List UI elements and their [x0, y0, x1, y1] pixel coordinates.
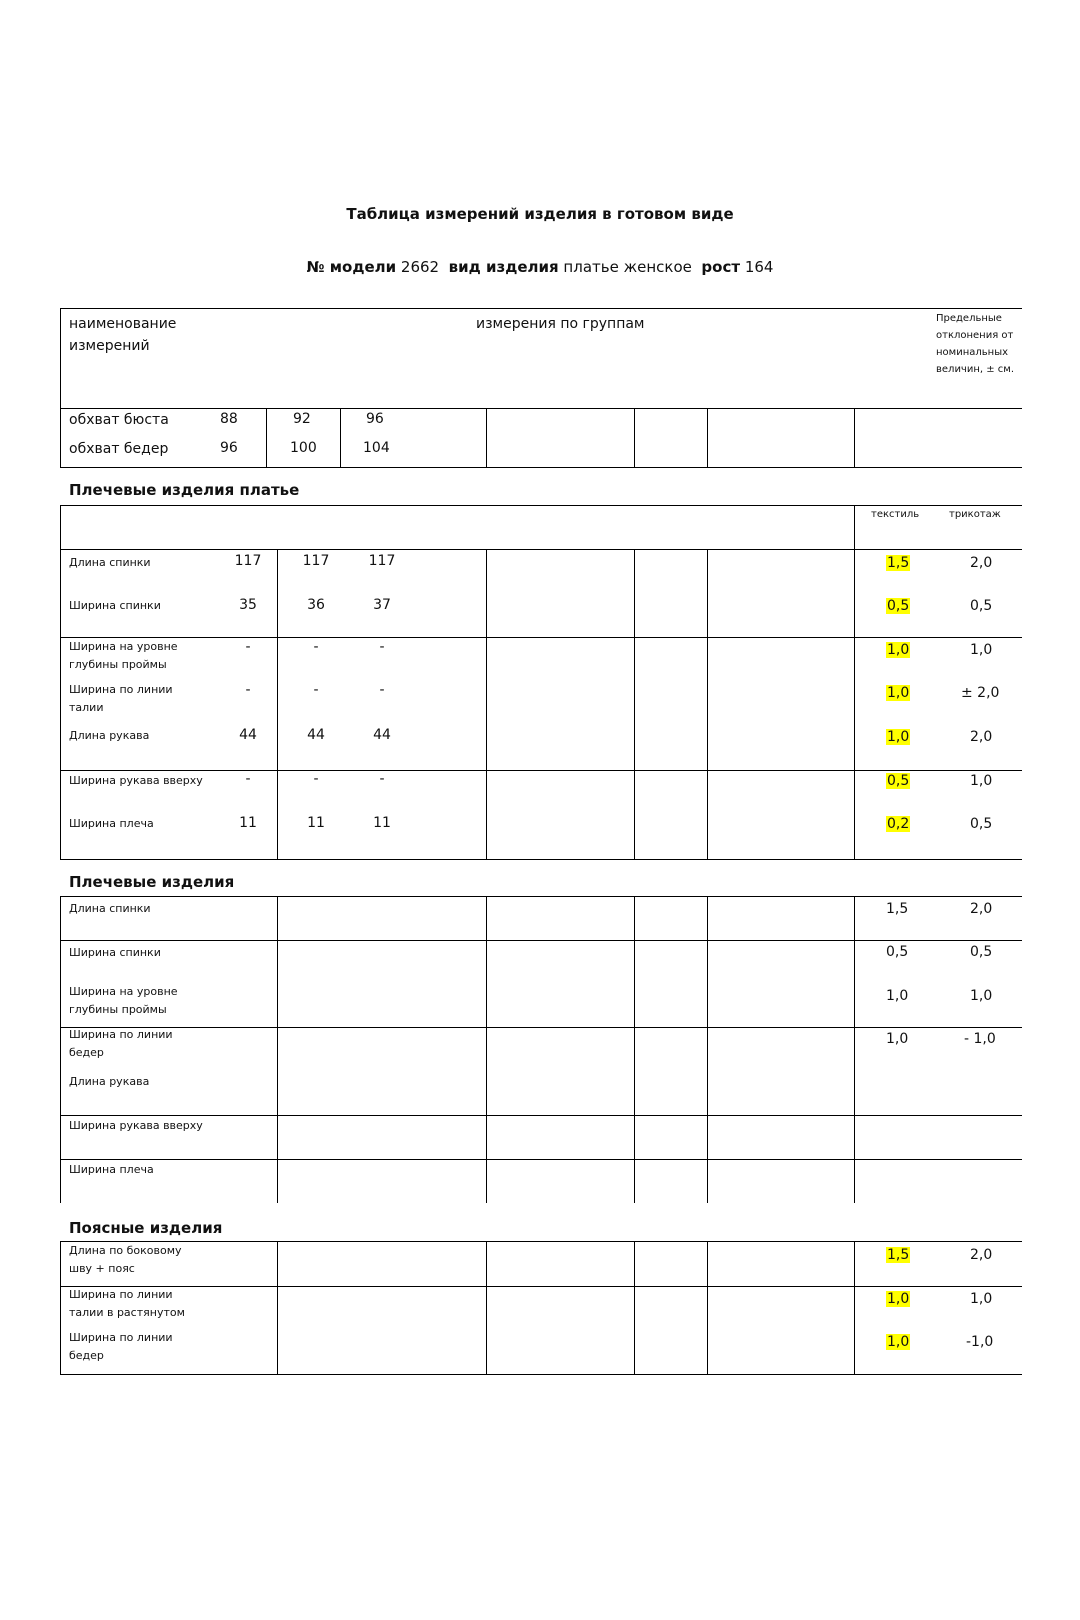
knit-value: 2,0 [970, 729, 993, 745]
size-divider-1 [266, 408, 267, 467]
row-value: 11 [307, 815, 325, 831]
row-label: Ширина по линии бедер [69, 1028, 173, 1059]
size-row-label: обхват бедер [69, 441, 169, 457]
dev-line2: отклонения от [936, 330, 1014, 341]
textile-value: 0,5 [887, 773, 910, 789]
knit-value: 0,5 [970, 598, 993, 614]
col-textile-header: текстиль [871, 509, 920, 520]
dress-col-divider-2 [486, 549, 487, 859]
shoulder-col-divider-5 [854, 896, 855, 1203]
height-value: 164 [744, 258, 774, 276]
row-value: 44 [307, 727, 325, 743]
textile-value: 1,0 [887, 642, 910, 658]
dev-line4: величин, ± см. [936, 364, 1015, 375]
row-value: 117 [234, 553, 262, 569]
row-label: Ширина плеча [69, 1163, 154, 1176]
row-value: - [313, 639, 319, 655]
dress-bottom-line [60, 859, 1022, 860]
size-row-value: 88 [220, 411, 238, 427]
size-divider-6 [854, 408, 855, 467]
knit-value: 1,0 [970, 1291, 993, 1307]
section-title-waist: Поясные изделия [69, 1219, 223, 1237]
row-value: - [245, 682, 251, 698]
dress-col-divider-5 [854, 549, 855, 859]
table-left-border [60, 308, 61, 468]
row-label: Ширина на уровне глубины проймы [69, 985, 178, 1016]
shoulder-top-line [60, 896, 1022, 897]
height-label: рост [701, 258, 741, 276]
row-value: - [379, 639, 385, 655]
type-label: вид изделия [448, 258, 559, 276]
shoulder-left-border [60, 896, 61, 1203]
shoulder-col-divider-2 [486, 896, 487, 1203]
shoulder-line-4 [60, 1159, 1022, 1160]
row-value: - [313, 771, 319, 787]
row-value: - [313, 682, 319, 698]
knit-value: ± 2,0 [961, 685, 1000, 701]
knit-value: 1,0 [970, 773, 993, 789]
row-value: 11 [373, 815, 391, 831]
knit-value: 2,0 [970, 555, 993, 571]
size-divider-3 [486, 408, 487, 467]
row-label: Ширина по линии талии в растянутом [69, 1288, 185, 1319]
size-row-label: обхват бюста [69, 412, 169, 428]
row-value: 35 [239, 597, 257, 613]
row-value: 44 [373, 727, 391, 743]
section-title-shoulder: Плечевые изделия [69, 873, 235, 891]
knit-value: 2,0 [970, 1247, 993, 1263]
row-label: Длина рукава [69, 729, 150, 742]
textile-value: 1,0 [887, 1291, 910, 1307]
textile-value: 1,0 [886, 1031, 909, 1047]
dress-col-divider-4 [707, 549, 708, 859]
row-value: 11 [239, 815, 257, 831]
dress-group-line-2 [60, 770, 1022, 771]
col-knit-header: трикотаж [949, 509, 1001, 520]
row-label: Ширина по линии бедер [69, 1331, 173, 1362]
knit-value: -1,0 [966, 1334, 994, 1350]
model-info [0, 258, 1080, 276]
waist-col-divider-4 [707, 1241, 708, 1374]
header-name-line1: наименование [69, 316, 177, 332]
section-title-dress: Плечевые изделия платье [69, 481, 300, 499]
header-name-col [69, 313, 176, 357]
dress-header-bottom [60, 549, 1022, 550]
page-title: Таблица измерений изделия в готовом виде [346, 205, 734, 223]
textile-value: 0,5 [887, 598, 910, 614]
size-row-value: 104 [363, 440, 390, 456]
row-value: - [245, 639, 251, 655]
knit-value: 2,0 [970, 901, 993, 917]
knit-value: - 1,0 [964, 1031, 996, 1047]
row-value: 37 [373, 597, 391, 613]
model-value: 2662 [400, 258, 440, 276]
row-label: Ширина плеча [69, 817, 154, 830]
size-divider-2 [340, 408, 341, 467]
sizes-bottom-line [60, 467, 1022, 468]
waist-col-divider-1 [277, 1241, 278, 1374]
waist-bottom-line [60, 1374, 1022, 1375]
size-row-value: 96 [366, 411, 384, 427]
row-value: 117 [368, 553, 396, 569]
row-value: 117 [302, 553, 330, 569]
knit-value: 0,5 [970, 944, 993, 960]
dev-line3: номинальных [936, 347, 1009, 358]
waist-line-1 [60, 1286, 1022, 1287]
shoulder-line-3 [60, 1115, 1022, 1116]
knit-value: 0,5 [970, 816, 993, 832]
row-label: Ширина по линии талии [69, 683, 173, 714]
header-bottom-line [60, 408, 1022, 409]
textile-value: 1,5 [887, 1247, 910, 1263]
row-label: Длина спинки [69, 902, 151, 915]
row-label: Ширина рукава вверху [69, 774, 203, 787]
header-name-line2: измерений [69, 338, 150, 354]
waist-top-line [60, 1241, 1022, 1242]
waist-col-divider-3 [634, 1241, 635, 1374]
row-label: Ширина на уровне глубины проймы [69, 640, 178, 671]
row-label: Ширина рукава вверху [69, 1119, 203, 1132]
row-value: - [245, 771, 251, 787]
dress-col-divider-1 [277, 549, 278, 859]
dress-col-divider-3 [634, 549, 635, 859]
waist-left-border [60, 1241, 61, 1374]
shoulder-col-divider-3 [634, 896, 635, 1203]
row-value: 36 [307, 597, 325, 613]
knit-value: 1,0 [970, 988, 993, 1004]
textile-value: 1,5 [887, 555, 910, 571]
row-label: Ширина спинки [69, 946, 161, 959]
type-value: платье женское [563, 258, 692, 276]
size-row-value: 100 [290, 440, 317, 456]
shoulder-line-2 [60, 1027, 1022, 1028]
size-row-value: 92 [293, 411, 311, 427]
row-label: Длина спинки [69, 556, 151, 569]
row-value: 44 [239, 727, 257, 743]
row-value: - [379, 682, 385, 698]
waist-col-divider-2 [486, 1241, 487, 1374]
waist-col-divider-5 [854, 1241, 855, 1374]
size-divider-5 [707, 408, 708, 467]
textile-value: 1,5 [886, 901, 909, 917]
row-label: Ширина спинки [69, 599, 161, 612]
dress-left-border [60, 505, 61, 860]
row-label: Длина по боковому шву + пояс [69, 1244, 182, 1275]
size-row-value: 96 [220, 440, 238, 456]
textile-value: 1,0 [887, 685, 910, 701]
textile-value: 1,0 [887, 729, 910, 745]
shoulder-col-divider-1 [277, 896, 278, 1203]
dev-line1: Предельные [936, 313, 1002, 324]
textile-value: 1,0 [886, 988, 909, 1004]
shoulder-line-1 [60, 940, 1022, 941]
shoulder-col-divider-4 [707, 896, 708, 1203]
textile-value: 0,5 [886, 944, 909, 960]
table-top-line [60, 308, 1022, 309]
dress-group-line-1 [60, 637, 1022, 638]
row-value: - [379, 771, 385, 787]
textile-value: 0,2 [887, 816, 910, 832]
model-label: № модели [306, 258, 397, 276]
dress-header-divider [854, 505, 855, 549]
knit-value: 1,0 [970, 642, 993, 658]
header-deviation-col [936, 310, 1014, 378]
header-groups-col: измерения по группам [476, 316, 645, 332]
row-label: Длина рукава [69, 1075, 150, 1088]
size-divider-4 [634, 408, 635, 467]
textile-value: 1,0 [887, 1334, 910, 1350]
